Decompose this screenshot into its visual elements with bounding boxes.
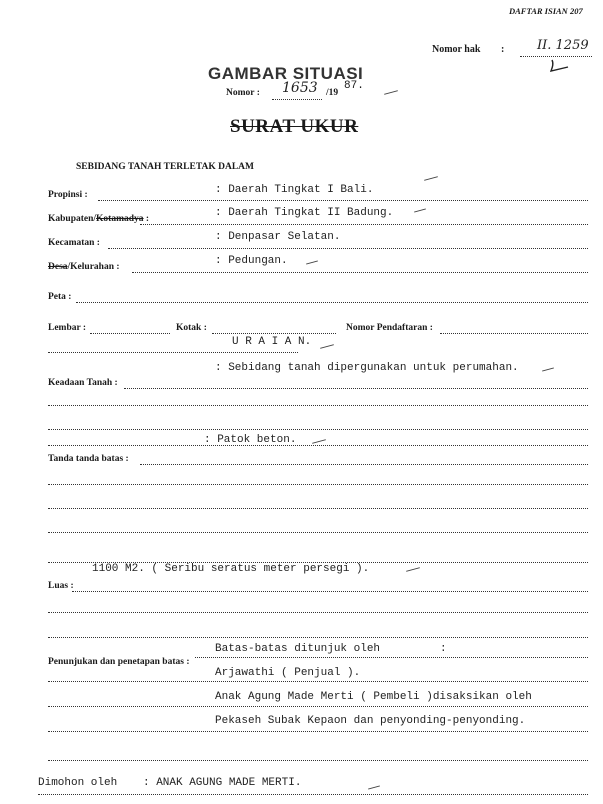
- check-mark: [384, 90, 398, 95]
- kabupaten-dots: [140, 224, 588, 225]
- kotak-dots: [212, 333, 336, 334]
- nomor-pendaftaran-label: Nomor Pendaftaran :: [346, 323, 433, 333]
- kecamatan-dots: [108, 248, 588, 249]
- check-mark: [424, 176, 438, 181]
- gambar-situasi-title: GAMBAR SITUASI: [208, 64, 364, 83]
- dimohon-dots: [38, 794, 588, 795]
- propinsi-label: Propinsi :: [48, 190, 88, 200]
- keadaan-tanah-label: Keadaan Tanah :: [48, 378, 118, 388]
- uraian-dots: [48, 352, 298, 353]
- lembar-dots: [90, 333, 170, 334]
- penunjukan-line4: Pekaseh Subak Kepaon dan penyonding-penyonding.: [215, 715, 526, 727]
- penunjukan-dots-3: [48, 706, 588, 707]
- penunjukan-dots-2: [48, 681, 588, 682]
- surat-ukur-title: SURAT UKUR: [230, 116, 359, 137]
- penunjukan-line3: Anak Agung Made Merti ( Pembeli )disaksikan oleh: [215, 691, 532, 703]
- luas-dots-3: [48, 637, 588, 638]
- check-mark: [312, 439, 326, 444]
- kabupaten-value: : Daerah Tingkat II Badung.: [215, 207, 394, 219]
- dimohon-value: : ANAK AGUNG MADE MERTI.: [143, 777, 302, 789]
- nomor-hak-dots: [520, 56, 592, 57]
- tanda-batas-value: : Patok beton.: [204, 434, 297, 446]
- gambar-year-prefix: /19: [326, 88, 339, 98]
- uraian-value: U R A I A N.: [232, 336, 312, 348]
- gambar-nomor-label: Nomor :: [226, 88, 260, 98]
- form-code: DAFTAR ISIAN 207: [509, 6, 583, 16]
- section-heading: SEBIDANG TANAH TERLETAK DALAM: [76, 162, 254, 172]
- tanda-batas-dots-3: [48, 508, 588, 509]
- penunjukan-line1: Batas-batas ditunjuk oleh: [215, 643, 381, 655]
- luas-value: 1100 M2. ( Seribu seratus meter persegi ).: [92, 563, 370, 575]
- penunjukan-line1-colon: :: [440, 643, 447, 655]
- nomor-hak-label: Nomor hak: [432, 44, 481, 55]
- penunjukan-dots-1: [195, 657, 588, 658]
- check-mark: [542, 367, 554, 371]
- penunjukan-label: Penunjukan dan penetapan batas :: [48, 657, 190, 667]
- peta-dots: [76, 302, 588, 303]
- gambar-nomor-value: 1653: [282, 80, 318, 96]
- peta-label: Peta :: [48, 292, 72, 302]
- keadaan-tanah-value: : Sebidang tanah dipergunakan untuk perumahan.: [215, 362, 519, 374]
- penunjukan-dots-4: [48, 731, 588, 732]
- propinsi-dots: [98, 200, 588, 201]
- luas-label: Luas :: [48, 581, 74, 591]
- desa-label: Desa/Kelurahan :: [48, 262, 120, 272]
- tanda-batas-dots-4: [48, 532, 588, 533]
- check-mark: [368, 785, 380, 789]
- nomor-hak-value: II. 1259: [537, 38, 589, 53]
- gambar-year-value: 87.: [344, 80, 364, 92]
- gambar-nomor-dots: [272, 99, 322, 100]
- check-mark: [406, 567, 420, 572]
- check-mark: [320, 344, 334, 349]
- luas-dots-0: [48, 562, 588, 563]
- tanda-batas-label: Tanda tanda batas :: [48, 454, 129, 464]
- nomor-pendaftaran-dots: [440, 333, 588, 334]
- keadaan-tanah-dots-1: [124, 388, 588, 389]
- luas-dots-1: [72, 591, 588, 592]
- check-mark: [414, 208, 426, 212]
- penunjukan-line2: Arjawathi ( Penjual ).: [215, 667, 361, 679]
- keadaan-tanah-dots-2: [48, 405, 588, 406]
- desa-value: : Pedungan.: [215, 255, 288, 267]
- nomor-hak-colon: :: [501, 44, 505, 55]
- tanda-batas-dots-2: [48, 484, 588, 485]
- tanda-batas-dots-0: [48, 445, 588, 446]
- tanda-batas-dots-1: [140, 464, 588, 465]
- kabupaten-label: Kabupaten/Kotamadya :: [48, 214, 150, 224]
- kecamatan-label: Kecamatan :: [48, 238, 100, 248]
- propinsi-value: : Daerah Tingkat I Bali.: [215, 184, 374, 196]
- dimohon-label: Dimohon oleh: [38, 777, 118, 789]
- initial-mark: [548, 58, 574, 74]
- luas-dots-2: [48, 612, 588, 613]
- pre-dimohon-dots: [48, 760, 588, 761]
- kotak-label: Kotak :: [176, 323, 207, 333]
- keadaan-tanah-dots-3: [48, 429, 588, 430]
- desa-dots: [132, 272, 588, 273]
- check-mark: [306, 260, 318, 264]
- kecamatan-value: : Denpasar Selatan.: [215, 231, 341, 243]
- lembar-label: Lembar :: [48, 323, 87, 333]
